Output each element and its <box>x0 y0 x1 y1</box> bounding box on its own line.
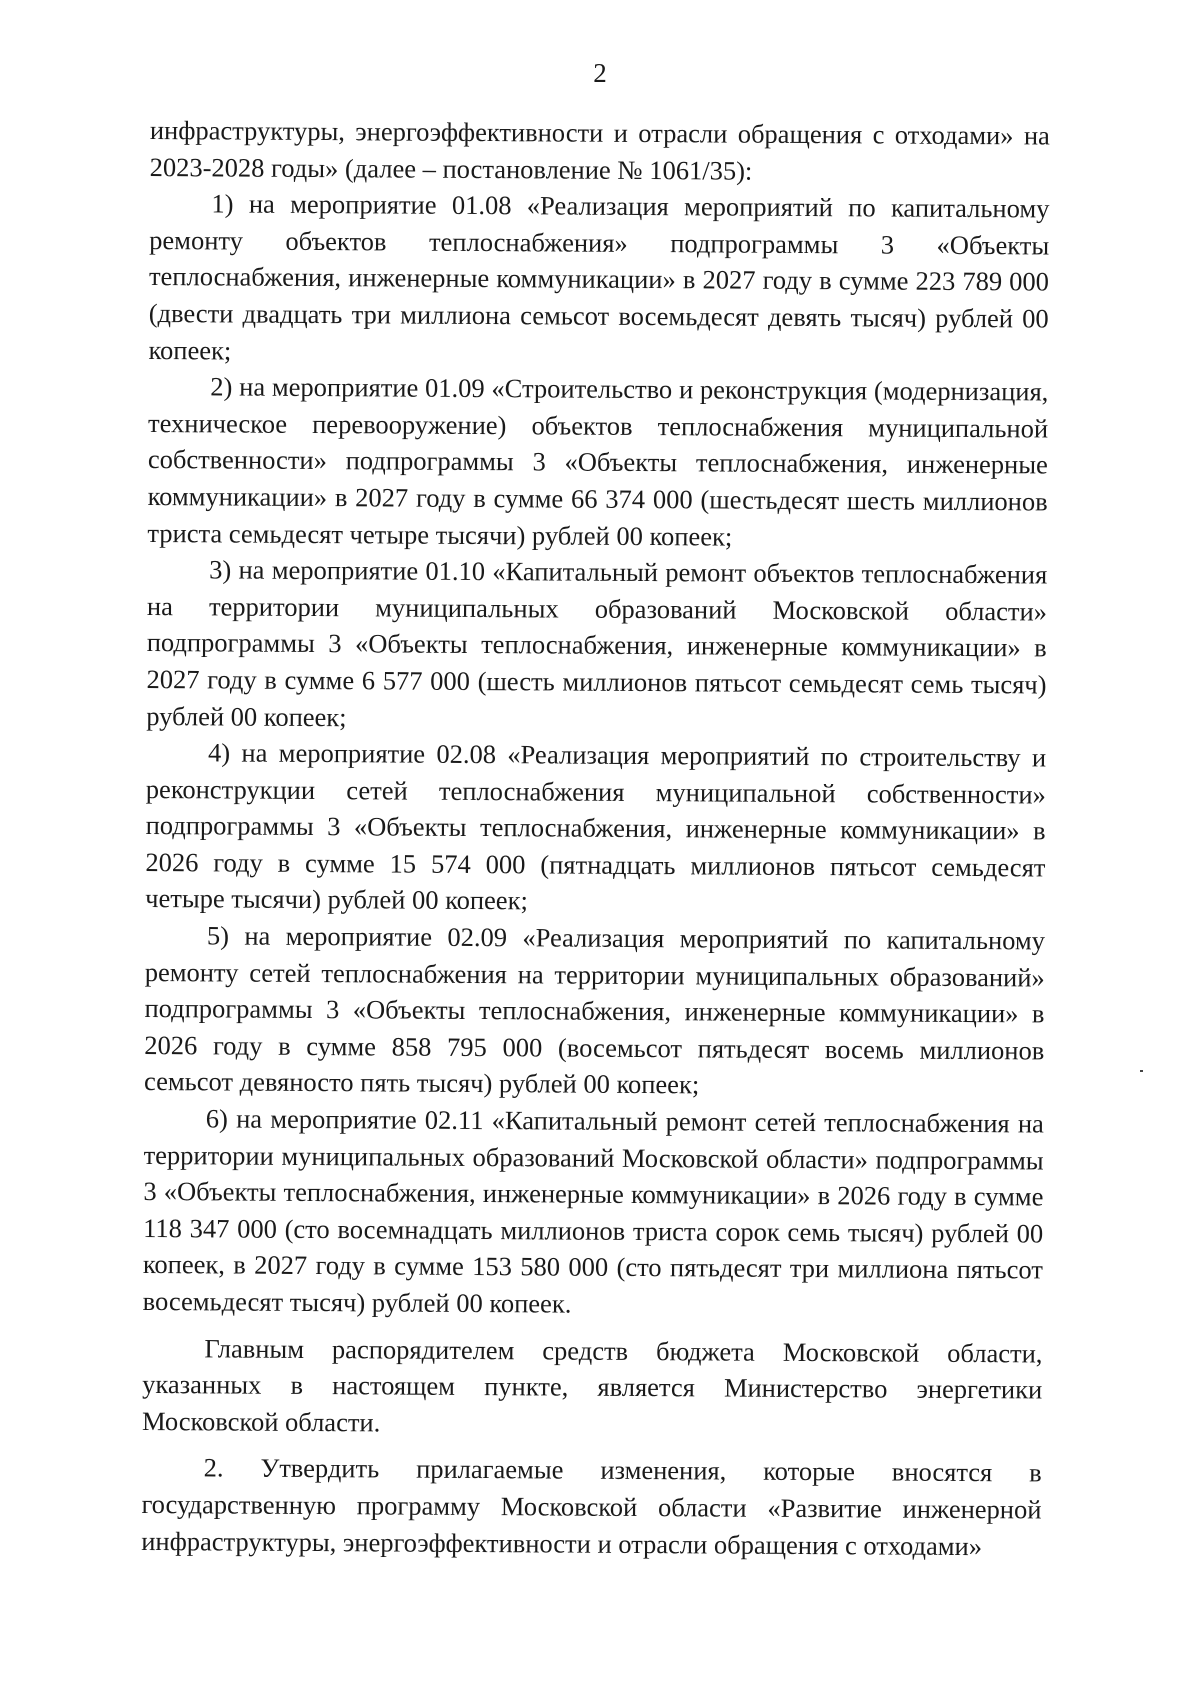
paragraph-item-5: 5) на мероприятие 02.09 «Реализация мероприятий по капитальному ремонту сетей теплоснабжения на территории муниципальных образований» подпрограммы 3 «Объекты теплоснабжения, инженерные коммуникации» в 2026 году в сумме 858 795 000 (восемьсот пятьдесят восемь миллионов семьсот девяносто пять тысяч) рублей 00 копеек; <box>143 920 1046 1100</box>
paragraph-item-1: 1) на мероприятие 01.08 «Реализация мероприятий по капитальному ремонту объектов теплоснабжения» подпрограммы 3 «Объекты теплоснабжения, инженерные коммуникации» в 2027 году в сумме 223 789 000 (двести двадцать три миллиона семьсот восемьдесят девять тысяч) рублей 00 копеек; <box>148 188 1050 366</box>
paragraph-item-6: 6) на мероприятие 02.11 «Капитальный ремонт сетей теплоснабжения на территории муниципальных образований Московской области» подпрограммы 3 «Объекты теплоснабжения, инженерные коммуникации» в 2026 году в сумме 118 347 000 (сто восемнадцать миллионов триста сорок семь тысяч) рублей 00 копеек, в 2027 году в сумме 153 580 000 (сто пятьдесят три миллиона пятьсот восемьдесят тысяч) рублей 00 копеек. <box>142 1103 1044 1319</box>
page-number: 2 <box>593 58 607 88</box>
paragraph-continuation: инфраструктуры, энергоэффективности и отрасли обращения с отходами» на 2023-2028 годы» (далее – постановление № 1061/35): <box>149 114 1050 186</box>
document-body <box>141 112 1050 1565</box>
paragraph-clause-2: 2. Утвердить прилагаемые изменения, которые вносятся в государственную программу Московской области «Развитие инженерной инфраструктуры, энергоэффективности и отрасли обращения с отходами» <box>141 1452 1042 1561</box>
paragraph-chief-administrator: Главным распорядителем средств бюджета Московской области, указанных в настоящем пункте, является Министерство энергетики Московской области. <box>141 1332 1043 1438</box>
paragraph-item-3: 3) на мероприятие 01.10 «Капитальный ремонт объектов теплоснабжения на территории муниципальных образований Московской области» подпрограммы 3 «Объекты теплоснабжения, инженерные коммуникации» в 2027 году в сумме 6 577 000 (шесть миллионов пятьсот семьдесят семь тысяч) рублей 00 копеек; <box>146 554 1048 732</box>
scan-speck <box>1140 1070 1143 1072</box>
paragraph-item-2: 2) на мероприятие 01.09 «Строительство и реконструкция (модернизация, техническое перевооружение) объектов теплоснабжения муниципальной собственности» подпрограммы 3 «Объекты теплоснабжения, инженерные коммуникации» в 2027 году в сумме 66 374 000 (шестьдесят шесть миллионов триста семьдесят четыре тысячи) рублей 00 копеек; <box>147 371 1049 552</box>
paragraph-item-4: 4) на мероприятие 02.08 «Реализация мероприятий по строительству и реконструкции сетей теплоснабжения муниципальной собственности» подпрограммы 3 «Объекты теплоснабжения, инженерные коммуникации» в 2026 году в сумме 15 574 000 (пятнадцать миллионов пятьсот семьдесят четыре тысячи) рублей 00 копеек; <box>145 737 1047 916</box>
